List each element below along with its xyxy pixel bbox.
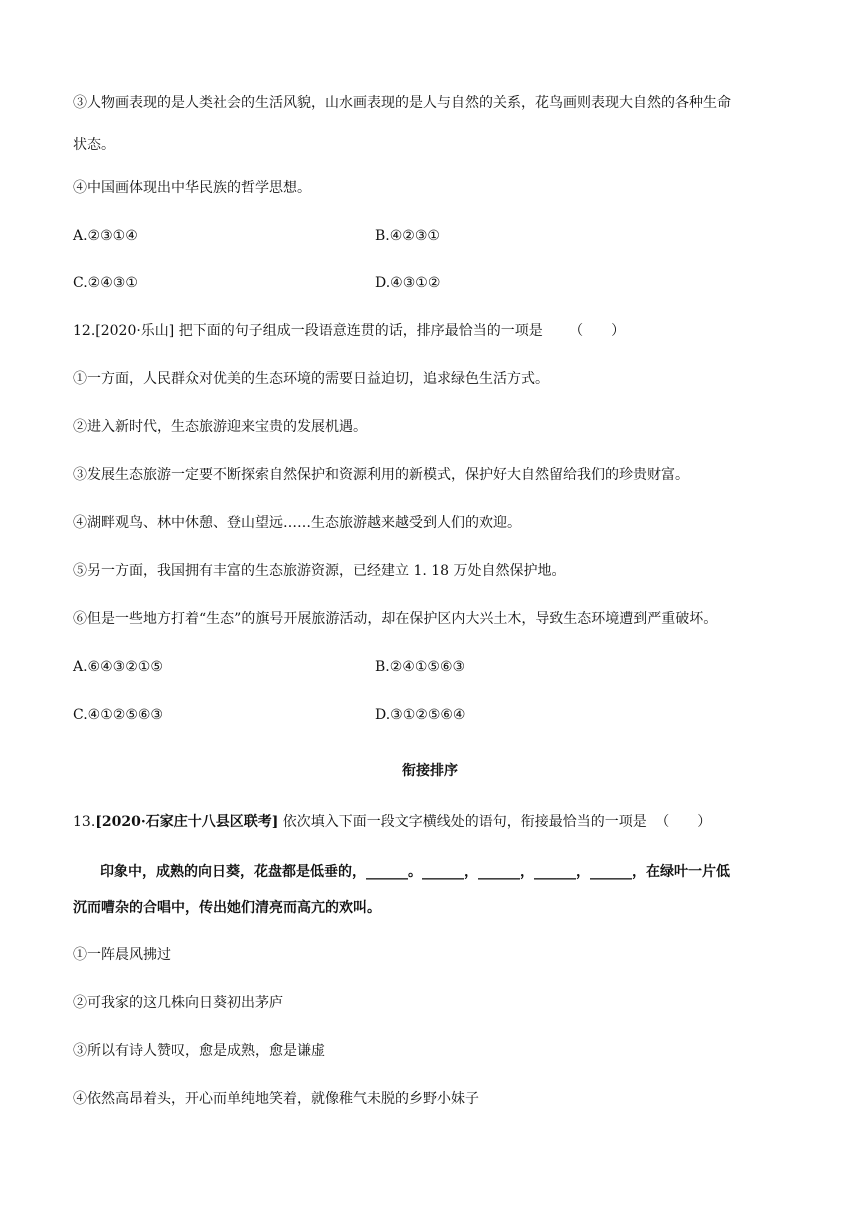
q11-option-c[interactable]: C.②④③① xyxy=(73,275,138,291)
q13-paragraph-line-1: 印象中，成熟的向日葵，花盘都是低垂的，______。______，______，______，______，在绿叶一片低 xyxy=(100,864,730,880)
q11-item-4: ④中国画体现出中华民族的哲学思想。 xyxy=(73,180,311,196)
q12-option-c[interactable]: C.④①②⑤⑥③ xyxy=(73,707,163,723)
q13-item-1: ①一阵晨风拂过 xyxy=(73,947,171,963)
q12-option-a[interactable]: A.⑥④③②①⑤ xyxy=(73,659,163,675)
q13-stem: 依次填入下面一段文字横线处的语句，衔接最恰当的一项是 xyxy=(278,814,647,830)
q12-item-4: ④湖畔观鸟、林中休憩、登山望远……生态旅游越来越受到人们的欢迎。 xyxy=(73,515,521,531)
q12-stem-line xyxy=(73,321,625,341)
q12-item-6: ⑥但是一些地方打着“生态”的旗号开展旅游活动，却在保护区内大兴土木，导致生态环境遭到严重破坏。 xyxy=(73,611,718,627)
q11-option-a[interactable]: A.②③①④ xyxy=(73,228,138,244)
q11-option-b[interactable]: B.④②③① xyxy=(375,228,440,244)
q12-stem: 12.[2020·乐山] 把下面的句子组成一段语意连贯的话，排序最恰当的一项是 xyxy=(73,323,543,339)
q12-item-5: ⑤另一方面，我国拥有丰富的生态旅游资源，已经建立 1. 18 万处自然保护地。 xyxy=(73,563,566,579)
q13-source: [2020·石家庄十八县区联考] xyxy=(95,814,279,830)
q12-answer-paren[interactable]: （ ） xyxy=(569,323,626,339)
q13-stem-line xyxy=(73,812,711,832)
q13-answer-paren[interactable]: （ ） xyxy=(655,814,712,830)
q13-item-3: ③所以有诗人赞叹，愈是成熟，愈是谦虚 xyxy=(73,1043,325,1059)
q11-item-3-line-2: 状态。 xyxy=(73,137,115,153)
q12-option-b[interactable]: B.②④①⑤⑥③ xyxy=(375,659,466,675)
q11-item-3-line-1: ③人物画表现的是人类社会的生活风貌，山水画表现的是人与自然的关系，花鸟画则表现大自然的各种生命 xyxy=(73,95,731,111)
q12-item-3: ③发展生态旅游一定要不断探索自然保护和资源利用的新模式，保护好大自然留给我们的珍贵财富。 xyxy=(73,467,689,483)
q13-item-2: ②可我家的这几株向日葵初出茅庐 xyxy=(73,995,283,1011)
q11-option-d[interactable]: D.④③①② xyxy=(375,275,441,291)
q13-number: 13. xyxy=(73,814,96,830)
q12-option-d[interactable]: D.③①②⑤⑥④ xyxy=(375,707,466,723)
q13-item-4: ④依然高昂着头，开心而单纯地笑着，就像稚气未脱的乡野小妹子 xyxy=(73,1091,479,1107)
q12-item-2: ②进入新时代，生态旅游迎来宝贵的发展机遇。 xyxy=(73,419,367,435)
q12-item-1: ①一方面，人民群众对优美的生态环境的需要日益迫切，追求绿色生活方式。 xyxy=(73,371,549,387)
q13-paragraph-line-2: 沉而嘈杂的合唱中，传出她们清亮而高亢的欢叫。 xyxy=(73,900,381,916)
section-title: 衔接排序 xyxy=(402,763,458,779)
